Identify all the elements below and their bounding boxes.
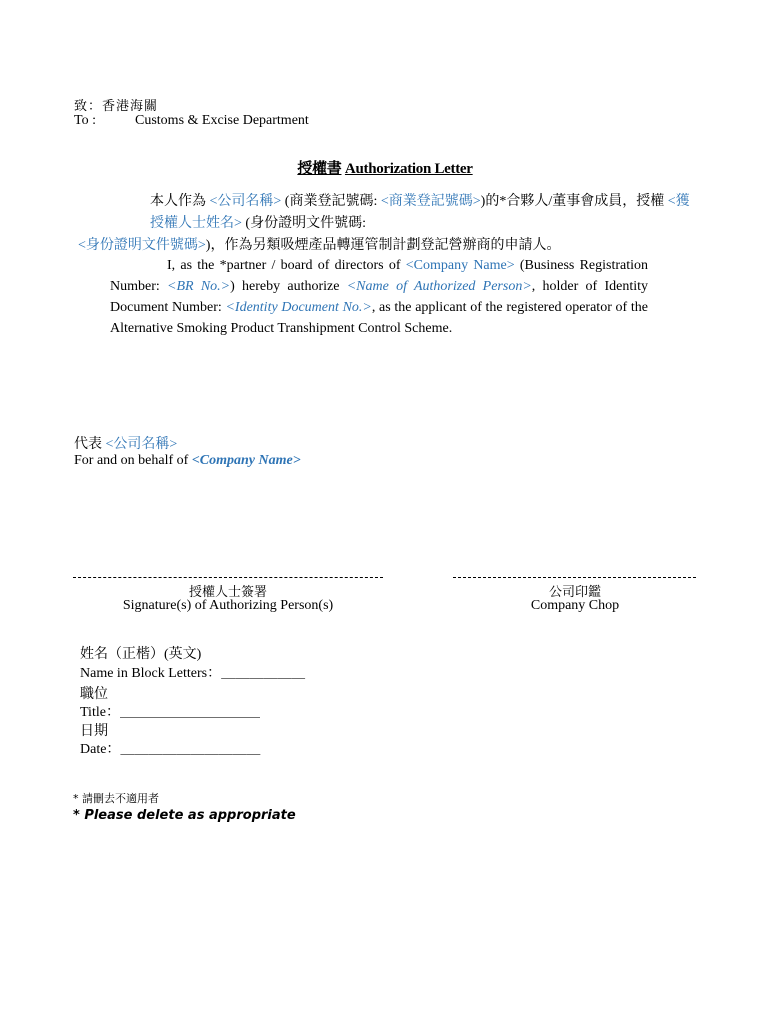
name-field-label-chinese: 姓名（正楷）(英文)	[80, 647, 202, 662]
behalf-cn-company-placeholder[interactable]: <公司名稱>	[105, 437, 178, 452]
company-chop-label-english: Company Chop	[530, 598, 620, 613]
english-authorization-paragraph	[110, 255, 648, 339]
name-field[interactable]: Name in Block Letters：＿＿＿＿＿＿	[80, 666, 306, 681]
behalf-en-prefix: For and on behalf of	[74, 453, 192, 468]
cn-id-placeholder[interactable]: <身份證明文件號碼>	[78, 238, 206, 253]
letter-title-chinese: 授權書	[297, 161, 342, 177]
recipient-chinese: 致：香港海關	[74, 98, 159, 113]
signature-label-chinese: 授權人士簽署	[188, 584, 268, 599]
chinese-authorization-paragraph	[78, 191, 703, 257]
signature-label-english: Signature(s) of Authorizing Person(s)	[122, 598, 334, 613]
en-text-5: , as the applicant of the registered operator of the Alternative Smoking Product Transhipment Control Scheme.	[110, 300, 648, 336]
cn-id-prefix: (身份證明文件號碼:	[241, 216, 366, 231]
cn-br-prefix: (商業登記號碼:	[281, 194, 381, 209]
cn-closing: )，作為另類吸煙產品轉運管制計劃登記營辦商的申請人。	[205, 238, 561, 253]
en-text-4: , holder of Identity Document Number:	[110, 279, 649, 315]
en-id-placeholder[interactable]: <Identity Document No.>	[225, 300, 372, 315]
behalf-cn-prefix: 代表	[74, 437, 102, 452]
letter-title	[0, 157, 770, 178]
cn-role-text: )的*合夥人/董事會成員，授權	[480, 194, 665, 209]
recipient-name: Customs & Excise Department	[135, 113, 309, 128]
en-person-placeholder[interactable]: <Name of Authorized Person>	[346, 279, 532, 294]
delete-note-english: * Please delete as appropriate	[73, 808, 296, 823]
en-text-3: ) hereby authorize	[230, 279, 347, 294]
signature-line[interactable]	[73, 577, 383, 578]
behalf-en-company-placeholder[interactable]: <Company Name>	[191, 453, 301, 468]
cn-person-placeholder[interactable]: <獲授權人士姓名>	[150, 194, 690, 231]
recipient-line	[74, 113, 309, 129]
en-company-placeholder[interactable]: <Company Name>	[405, 258, 515, 273]
behalf-english	[74, 453, 301, 469]
en-text-1: I, as the *partner / board of directors of	[167, 258, 406, 273]
en-br-placeholder[interactable]: <BR No.>	[167, 279, 231, 294]
cn-intro: 本人作為	[150, 194, 206, 209]
company-chop-label-chinese: 公司印鑑	[548, 584, 602, 599]
date-field-label-chinese: 日期	[80, 724, 108, 739]
delete-note-chinese: * 請刪去不適用者	[73, 792, 159, 805]
title-field[interactable]: Title：＿＿＿＿＿＿＿＿＿＿	[80, 705, 260, 720]
cn-br-placeholder[interactable]: <商業登記號碼>	[380, 194, 481, 209]
company-chop-line[interactable]	[453, 577, 696, 578]
recipient-label: To :	[74, 113, 96, 128]
behalf-chinese	[74, 433, 177, 453]
cn-company-placeholder[interactable]: <公司名稱>	[209, 194, 282, 209]
letter-title-english: Authorization Letter	[344, 161, 473, 177]
date-field[interactable]: Date：＿＿＿＿＿＿＿＿＿＿	[80, 742, 261, 757]
title-field-label-chinese: 職位	[80, 687, 108, 702]
en-text-2: (Business Registration Number:	[110, 258, 649, 294]
